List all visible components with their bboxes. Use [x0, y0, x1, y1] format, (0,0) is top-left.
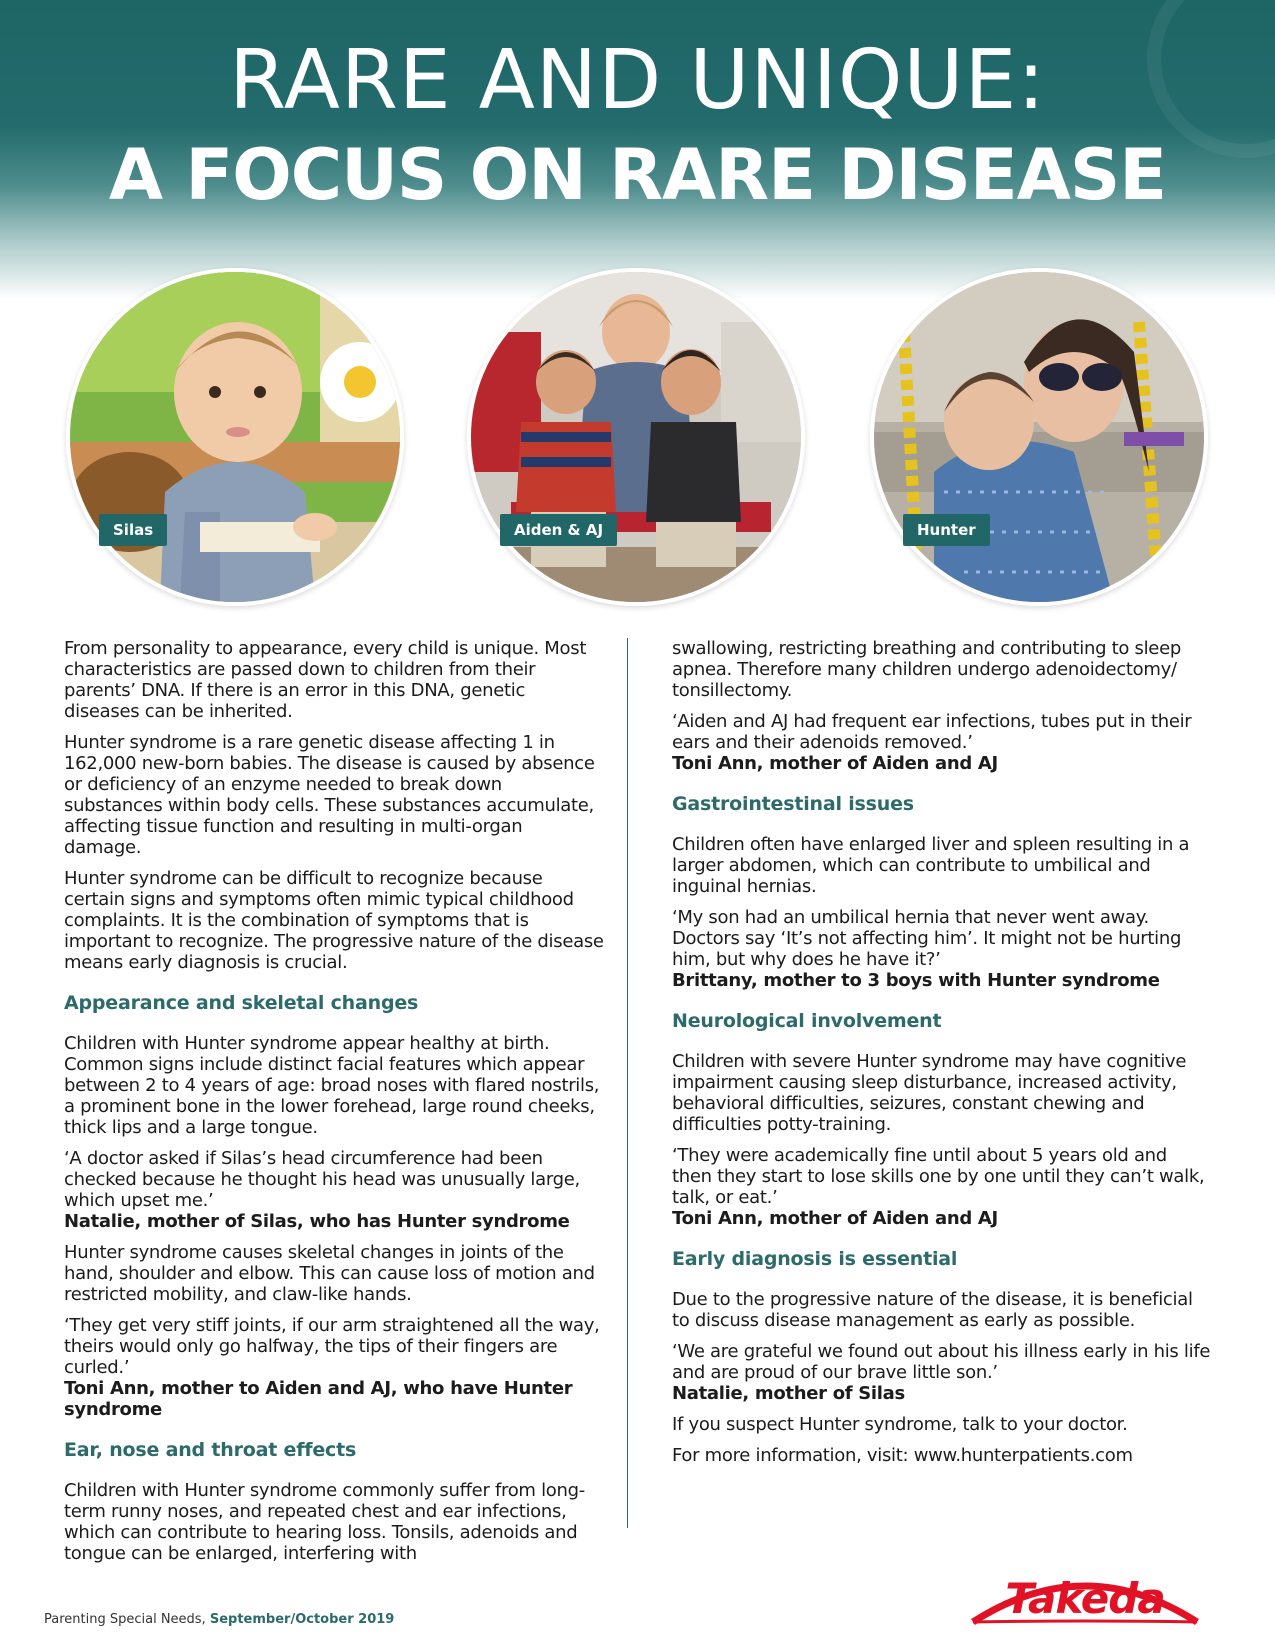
quote-text: ‘Aiden and AJ had frequent ear infections, tubes put in their ears and their adenoids removed.’: [672, 711, 1192, 753]
quote-text: ‘We are grateful we found out about his illness early in his life and are proud of our brave little son.’: [672, 1341, 1211, 1383]
quote-text: ‘A doctor asked if Silas’s head circumference had been checked because he thought his head was unusually large, which upset me.’: [64, 1148, 580, 1211]
early-paragraph-1: Due to the progressive nature of the disease, it is beneficial to discuss disease management as early as possible.: [672, 1289, 1193, 1331]
logo-wordmark: Takeda: [1005, 1574, 1165, 1623]
left-column: [64, 638, 604, 1574]
publication-issue: September/October 2019: [209, 1612, 395, 1627]
photo-silas: [66, 268, 404, 606]
heading-neurological: Neurological involvement: [672, 1010, 942, 1032]
quote-author: Toni Ann, mother of Aiden and AJ: [672, 753, 998, 774]
quote-text: ‘They were academically fine until about 5 years old and then they start to lose skills one by one until they can’t walk, talk, or eat.’: [672, 1145, 1205, 1208]
early-paragraph-3: For more information, visit: www.hunterpatients.com: [672, 1445, 1133, 1466]
quote-text: ‘My son had an umbilical hernia that never went away. Doctors say ‘It’s not affecting him’. It might not be hurting him, but why does he have it?’: [672, 907, 1182, 970]
gi-paragraph-1: Children often have enlarged liver and spleen resulting in a larger abdomen, which can contribute to umbilical and inguinal hernias.: [672, 834, 1190, 897]
quote-author: Natalie, mother of Silas, who has Hunter syndrome: [64, 1211, 570, 1232]
right-column: [672, 638, 1212, 1476]
heading-early-diagnosis: Early diagnosis is essential: [672, 1248, 958, 1270]
heading-ent: Ear, nose and throat effects: [64, 1439, 357, 1461]
quote-natalie: [672, 1341, 1212, 1404]
neuro-paragraph-1: Children with severe Hunter syndrome may have cognitive impairment causing sleep disturbance, increased activity, behavioral difficulties, seizures, constant chewing and difficulties potty-training.: [672, 1051, 1187, 1135]
photo-caption-aiden-aj: Aiden & AJ: [500, 514, 617, 546]
quote-toni-ann-joints: [64, 1315, 604, 1420]
publication-name: Parenting Special Needs,: [44, 1612, 206, 1627]
column-divider: [627, 638, 628, 1528]
heading-appearance: Appearance and skeletal changes: [64, 992, 419, 1014]
photo-hunter: [870, 268, 1208, 606]
quote-author: Toni Ann, mother of Aiden and AJ: [672, 1208, 998, 1229]
quote-brittany: [672, 907, 1212, 991]
footer-publication: [44, 1612, 394, 1627]
intro-paragraph-3: Hunter syndrome can be difficult to recognize because certain signs and symptoms often mimic typical childhood complaints. It is the combination of symptoms that is important to recognize. The progressive nature of the disease means early diagnosis is crucial.: [64, 868, 604, 973]
quote-toni-ann-skills: [672, 1145, 1212, 1229]
heading-gastrointestinal: Gastrointestinal issues: [672, 793, 914, 815]
quote-author: Toni Ann, mother to Aiden and AJ, who have Hunter syndrome: [64, 1378, 573, 1420]
appearance-paragraph-1: Children with Hunter syndrome appear healthy at birth. Common signs include distinct facial features which appear between 2 to 4 years of age: broad noses with flared nostrils, a prominent bone in the lower forehead, large round cheeks, thick lips and a large tongue.: [64, 1033, 600, 1138]
ent-paragraph-1: Children with Hunter syndrome commonly suffer from long-term runny noses, and repeated chest and ear infections, which can contribute to hearing loss. Tonsils, adenoids and tongue can be enlarged, interfering with: [64, 1480, 585, 1564]
appearance-paragraph-2: Hunter syndrome causes skeletal changes in joints of the hand, shoulder and elbow. This can cause loss of motion and restricted mobility, and claw-like hands.: [64, 1242, 595, 1305]
intro-paragraph-2: Hunter syndrome is a rare genetic disease affecting 1 in 162,000 new-born babies. The disease is caused by absence or deficiency of an enzyme needed to break down substances within body cells. These substances accumulate, affecting tissue function and resulting in multi-organ damage.: [64, 732, 595, 858]
intro-paragraph-1: From personality to appearance, every child is unique. Most characteristics are passed down to children from their parents’ DNA. If there is an error in this DNA, genetic diseases can be inherited.: [64, 638, 587, 722]
page-title-line1: RARE AND UNIQUE:: [229, 33, 1046, 128]
page-title-line2: A FOCUS ON RARE DISEASE: [108, 134, 1167, 216]
photo-aiden-aj: [467, 268, 805, 606]
quote-author: Brittany, mother to 3 boys with Hunter syndrome: [672, 970, 1160, 991]
photo-caption-hunter: Hunter: [903, 514, 990, 546]
ent-paragraph-1-continued: swallowing, restricting breathing and contributing to sleep apnea. Therefore many children undergo adenoidectomy/ tonsillectomy.: [672, 638, 1181, 701]
quote-text: ‘They get very stiff joints, if our arm straightened all the way, theirs would only go halfway, the tips of their fingers are curled.’: [64, 1315, 600, 1378]
takeda-logo: [965, 1560, 1205, 1640]
quote-author: Natalie, mother of Silas: [672, 1383, 905, 1404]
photo-caption-silas: Silas: [99, 514, 167, 546]
early-paragraph-2: If you suspect Hunter syndrome, talk to your doctor.: [672, 1414, 1128, 1435]
quote-silas: [64, 1148, 604, 1232]
quote-toni-ann-ears: [672, 711, 1212, 774]
